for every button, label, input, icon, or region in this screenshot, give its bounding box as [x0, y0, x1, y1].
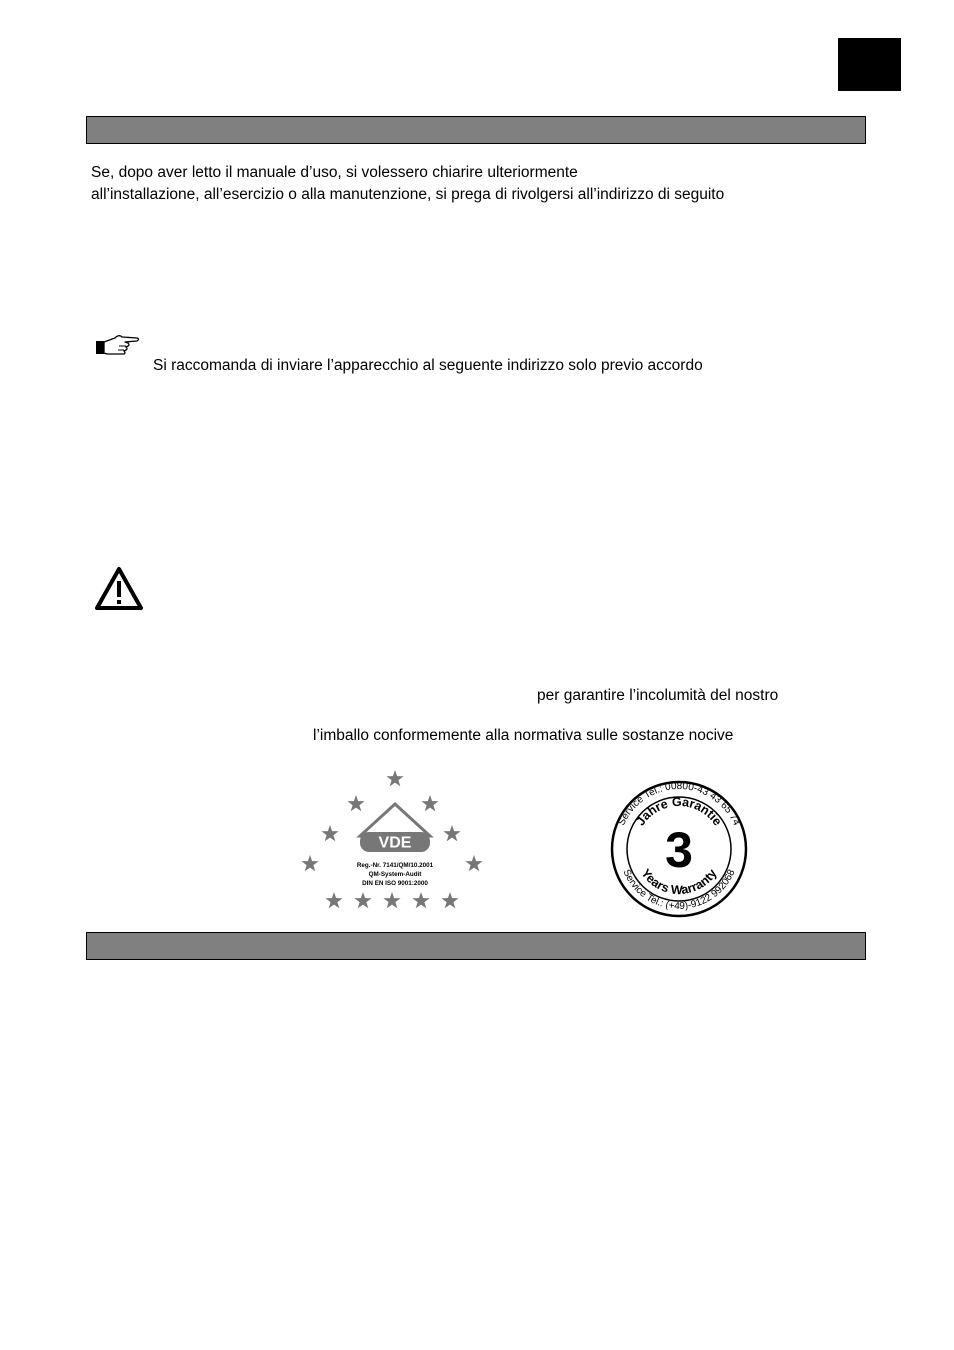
vde-certification-logo	[296, 766, 488, 914]
warranty-service-tel-bottom: Service Tel.: (+49)-9122 992068	[620, 867, 738, 913]
intro-text-line-2: all’installazione, all’esercizio o alla manutenzione, si prega di rivolgersi all’indirizzo di seguito	[91, 186, 725, 203]
intro-text-line-1: Se, dopo aver letto il manuale d’uso, si volessero chiarire ulteriormente	[91, 164, 578, 181]
warning-text-line-1: per garantire l’incolumità del nostro	[537, 687, 779, 704]
section-header-bar-service	[86, 116, 866, 144]
warranty-years-number: 3	[665, 822, 693, 878]
vde-logo-name: VDE	[378, 834, 412, 852]
vde-iso-label: DIN EN ISO 9001:2000	[362, 880, 428, 887]
warranty-jahre-garantie: Jahre Garantie	[633, 794, 725, 829]
section-header-bar-second	[86, 932, 866, 960]
warning-text-line-2: l’imballo conformemente alla normativa sulle sostanze nocive	[313, 727, 734, 744]
language-tab	[838, 38, 901, 91]
warranty-seal-logo	[610, 780, 748, 918]
hand-note-text: Si raccomanda di inviare l’apparecchio al seguente indirizzo solo previo accordo	[153, 357, 703, 374]
vde-reg-number: Reg.-Nr. 7141/QM/10.2001	[356, 862, 434, 869]
warranty-service-tel-top: Service Tel.: 00800-43 43 65 74	[616, 780, 742, 828]
warranty-years-warranty: Years Warranty	[638, 866, 720, 898]
vde-audit-label: QM-System-Audit	[368, 871, 422, 878]
warning-triangle-icon	[94, 566, 144, 611]
pointing-hand-icon	[95, 332, 141, 358]
